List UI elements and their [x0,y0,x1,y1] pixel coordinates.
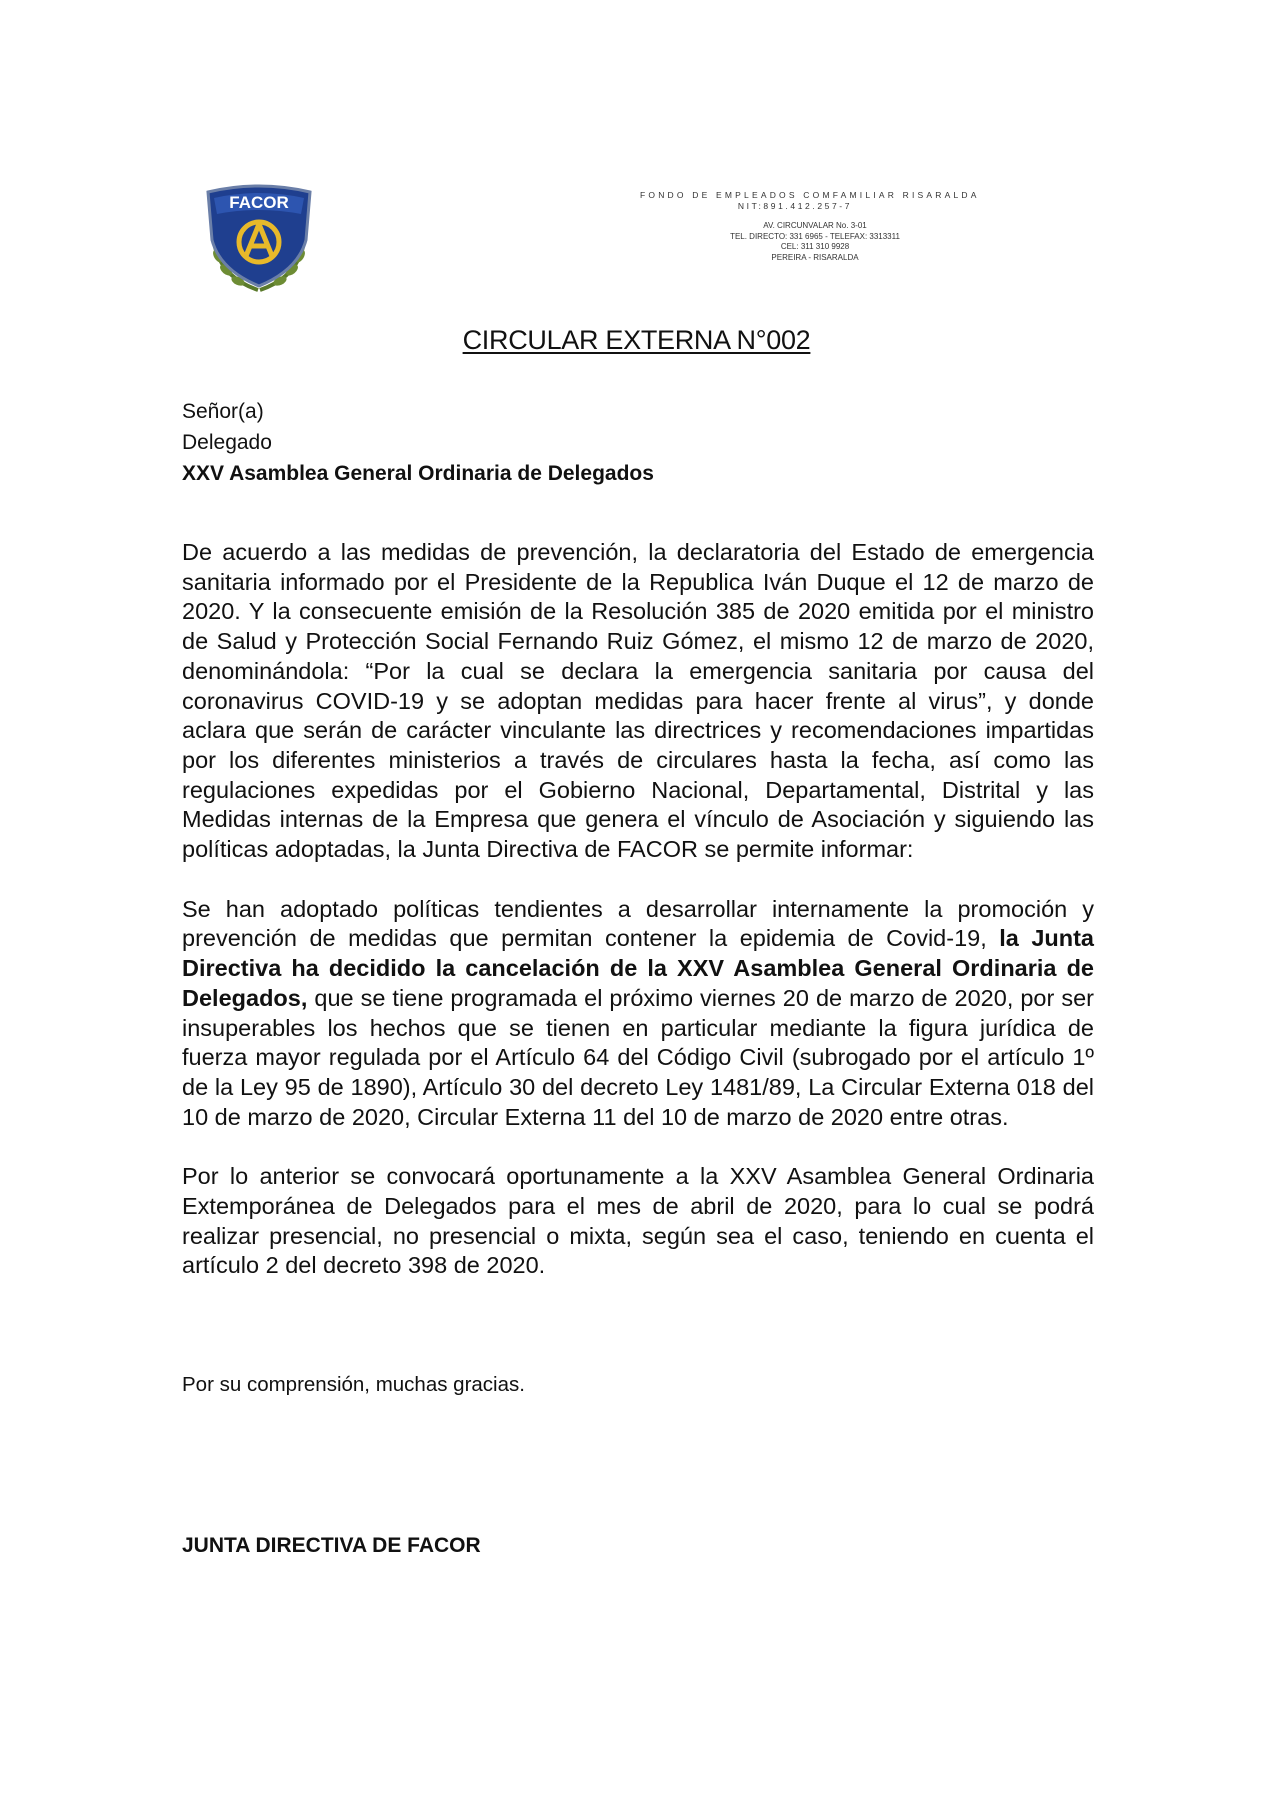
paragraph-2-start: Se han adoptado políticas tendientes a desarrollar internamente la promoción y prevención de medidas que permitan contener la epidemia de Covid-19, [182,895,1094,952]
org-cel: CEL: 311 310 9928 [780,242,850,251]
paragraph-2 [182,895,1094,1133]
paragraph-1: De acuerdo a las medidas de prevención, la declaratoria del Estado de emergencia sanitaria informado por el Presidente de la Republica Iván Duque el 12 de marzo de 2020. Y la consecuente emisión de la Resolución 385 de 2020 emitida por el ministro de Salud y Protección Social Fernando Ruiz Gómez, el mismo 12 de marzo de 2020, denominándola: “Por la cual se declara la emergencia sanitaria por causa del coronavirus COVID-19 y se adoptan medidas para hacer frente al virus”, y donde aclara que serán de carácter vinculante las directrices y recomendaciones impartidas por los diferentes ministerios a través de circulares hasta la fecha, así como las regulaciones expedidas por el Gobierno Nacional, Departamental, Distrital y las Medidas internas de la Empresa que genera el vínculo de Asociación y siguiendo las políticas adoptadas, la Junta Directiva de FACOR se permite informar: [182,539,1094,863]
org-address: AV. CIRCUNVALAR No. 3-01 [763,221,867,230]
svg-text:FACOR: FACOR [229,193,289,212]
org-name: FONDO DE EMPLEADOS COMFAMILIAR RISARALDA [640,190,980,200]
closing-text: Por su comprensión, muchas gracias. [182,1373,525,1396]
facor-logo [200,182,318,294]
recipient-block [182,396,654,489]
recipient-salutation: Señor(a) [182,400,264,423]
org-nit: NIT:891.412.257-7 [737,201,853,211]
paragraph-3: Por lo anterior se convocará oportunamente a la XXV Asamblea General Ordinaria Extemporánea de Delegados para el mes de abril de 2020, para lo cual se podrá realizar presencial, no presencial o mixta, según sea el caso, teniendo en cuenta el artículo 2 del decreto 398 de 2020. [182,1163,1094,1279]
letter-body [182,538,1094,1311]
paragraph-2-end: que se tiene programada el próximo viernes 20 de marzo de 2020, por ser insuperables los hechos que se tienen en particular mediante la figura jurídica de fuerza mayor regulada por el Artículo 64 del Código Civil (subrogado por el artículo 1º de la Ley 95 de 1890), Artículo 30 del decreto Ley 1481/89, La Circular Externa 018 del 10 de marzo de 2020, Circular Externa 11 del 10 de marzo de 2020 entre otras. [182,984,1094,1130]
recipient-role: Delegado [182,431,272,454]
paragraph-2-emphasis: la Junta Directiva ha decidido la cancelación de la XXV Asamblea General Ordinaria de Delegados, [182,925,1094,1011]
org-city: PEREIRA - RISARALDA [771,252,859,262]
document-title: CIRCULAR EXTERNA N°002 [462,325,811,355]
org-phones: TEL. DIRECTO: 331 6965 - TELEFAX: 3313311 [730,231,900,241]
org-contact [710,221,920,263]
letterhead-info [640,190,1040,263]
recipient-assembly: XXV Asamblea General Ordinaria de Delegados [182,462,654,485]
signature: JUNTA DIRECTIVA DE FACOR [182,1534,481,1557]
